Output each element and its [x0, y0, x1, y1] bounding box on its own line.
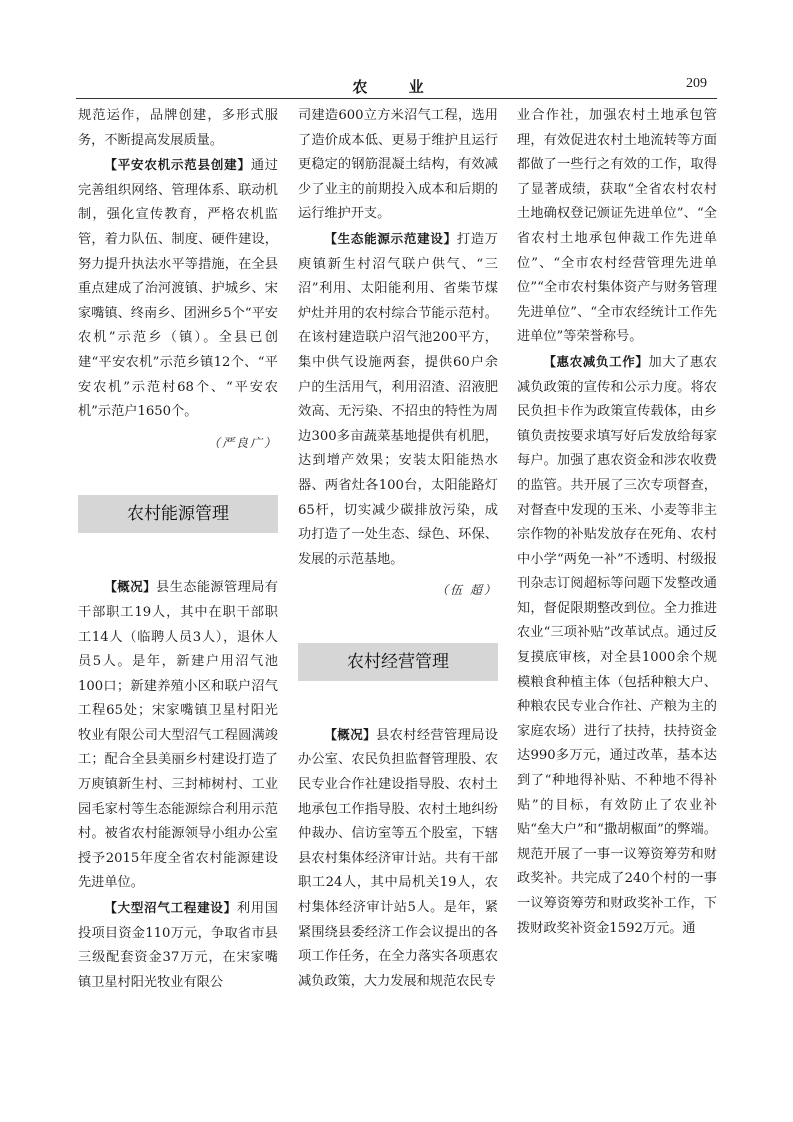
- column-2: [298, 104, 498, 994]
- paragraph-continuation: 规范运作，品牌创建，多形式服务，不断提高发展质量。: [78, 108, 278, 148]
- author-credit: （伍 超）: [436, 583, 498, 598]
- paragraph-body: 加大了惠农减负政策的宣传和公示力度。将农民负担卡作为政策宣传载体，由乡镇负责按要求填写好后发放给每家每户。加强了惠农资金和涉农收费的监管。共开展了三次专项督查，对督查中发现的玉米、小麦等非主宗作物的补贴发放存在死角、农村中小学“两免一补”不透明、村级报刊杂志订阅超标等问题下发整改通知，督促限期整改到位。全力推进农业“三项补贴”改革试点。通过反复摸底审核，对全县1000余个规模粮食种植主体（包括种粮大户、种粮农民专业合作社、产粮为主的家庭农场）进行了扶持，扶持资金达990多万元，通过改革，基本达到了“种地得补贴、不种地不得补贴”的目标，有效防止了农业补贴“垒大户”和“撒胡椒面”的弊端。规范开展了一事一议筹资筹劳和财政奖补。共完成了240个村的一事一议筹资筹劳和财政奖补工作，下拨财政奖补资金1592万元。通: [517, 354, 717, 936]
- paragraph-energy-overview: [78, 575, 278, 896]
- paragraph-biogas-project: [78, 896, 278, 995]
- paragraph-safe-farm-machinery: [78, 153, 278, 425]
- paragraph-body: 打造万庾镇新生村沼气联户供气、“三沼”利用、太阳能利用、省柴节煤炉灶并用的农村综合节能示范村。在该村建造联户沼气池200平方，集中供气设施两套，提供60户余户的生活用气，利用沼渣、沼液肥效高、无污染、不招虫的特性为周边300多亩蔬菜基地提供有机肥，达到增产效果；安装太阳能热水器、两省灶各100台，太阳能路灯65杆，切实减少碳排放污染，成功打造了一处生态、绿色、环保、发展的示范基地。: [298, 231, 498, 567]
- paragraph-body: 县农村经营管理局设办公室、农民负担监督管理股、农民专业合作社建设指导股、农村土地承包工作指导股、农村土地纠纷仲裁办、信访室等五个股室，下辖县农村集体经济审计站。共有干部职工24人，其中局机关19人，农村集体经济审计站5人。是年，紧紧围绕县委经济工作会议提出的各项工作任务，在全力落实各项惠农减负政策，大力发展和规范农民专: [298, 727, 498, 989]
- column-1: [78, 104, 278, 995]
- paragraph-eco-energy-demo: [298, 227, 498, 572]
- paragraph-body: 利用国投项目资金110万元，争取省市县三级配套资金37万元，在宋家嘴镇卫星村阳光牧业有限公: [78, 901, 278, 990]
- paragraph-continuation: 业合作社，加强农村土地承包管理，有效促进农村土地流转等方面都做了一些行之有效的工作，取得了显著成绩，获取“全省农村农村土地确权登记颁证先进单位”、“全省农村土地承包伸裁工作先进单位”、“全市农村经营管理先进单位”“全市农村集体资产与财务管理先进单位”、“全市农经统计工作先进单位”等荣誉称号。: [517, 108, 717, 345]
- column-3: [517, 104, 717, 941]
- running-header-title: 农 业: [352, 78, 442, 96]
- section-heading-rural-management: 农村经营管理: [298, 643, 498, 681]
- author-credit: （严良广）: [207, 435, 278, 450]
- page-number: 209: [686, 76, 707, 91]
- subheading-farmer-relief: 【惠农减负工作】: [543, 353, 649, 369]
- subheading-safe-farm-machinery: 【平安农机示范县创建】: [104, 157, 251, 173]
- subheading-overview: 【概况】: [104, 579, 157, 595]
- subheading-biogas-project: 【大型沼气工程建设】: [104, 900, 237, 916]
- paragraph-continuation: 司建造600立方米沼气工程，选用了造价成本低、更易于维护且运行更稳定的钢筋混凝土结构，有效减少了业主的前期投入成本和后期的运行维护开支。: [298, 108, 498, 222]
- paragraph-body: 县生态能源管理局有干部职工19人，其中在职干部职工14人（临聘人员3人），退休人员5人。是年，新建户用沼气池100口；新建养殖小区和联户沼气工程65处；宋家嘴镇卫星村阳光牧业有限公司大型沼气工程圆满竣工；配合全县美丽乡村建设打造了万庾镇新生村、三封柿树村、工业园毛家村等生态能源综合利用示范村。被省农村能源领导小组办公室授予2015年度全省农村能源建设先进单位。: [78, 580, 278, 891]
- paragraph-management-overview: [298, 723, 498, 995]
- section-heading-rural-energy: 农村能源管理: [78, 495, 278, 533]
- paragraph-farmer-relief: [517, 350, 717, 941]
- paragraph-body: 通过完善组织网络、管理体系、联动机制，强化宣传教育，严格农机监管，着力队伍、制度、硬件建设，努力提升执法水平等措施，在全县重点建成了治河渡镇、护城乡、宋家嘴镇、终南乡、团洲乡5个“平安农机”示范乡（镇）。全县已创建“平安农机”示范乡镇12个、“平安农机”示范村68个、“平安农机”示范户1650个。: [78, 158, 278, 420]
- subheading-eco-energy-demo: 【生态能源示范建设】: [324, 230, 457, 246]
- subheading-overview: 【概况】: [324, 726, 377, 742]
- header-divider: [76, 98, 717, 99]
